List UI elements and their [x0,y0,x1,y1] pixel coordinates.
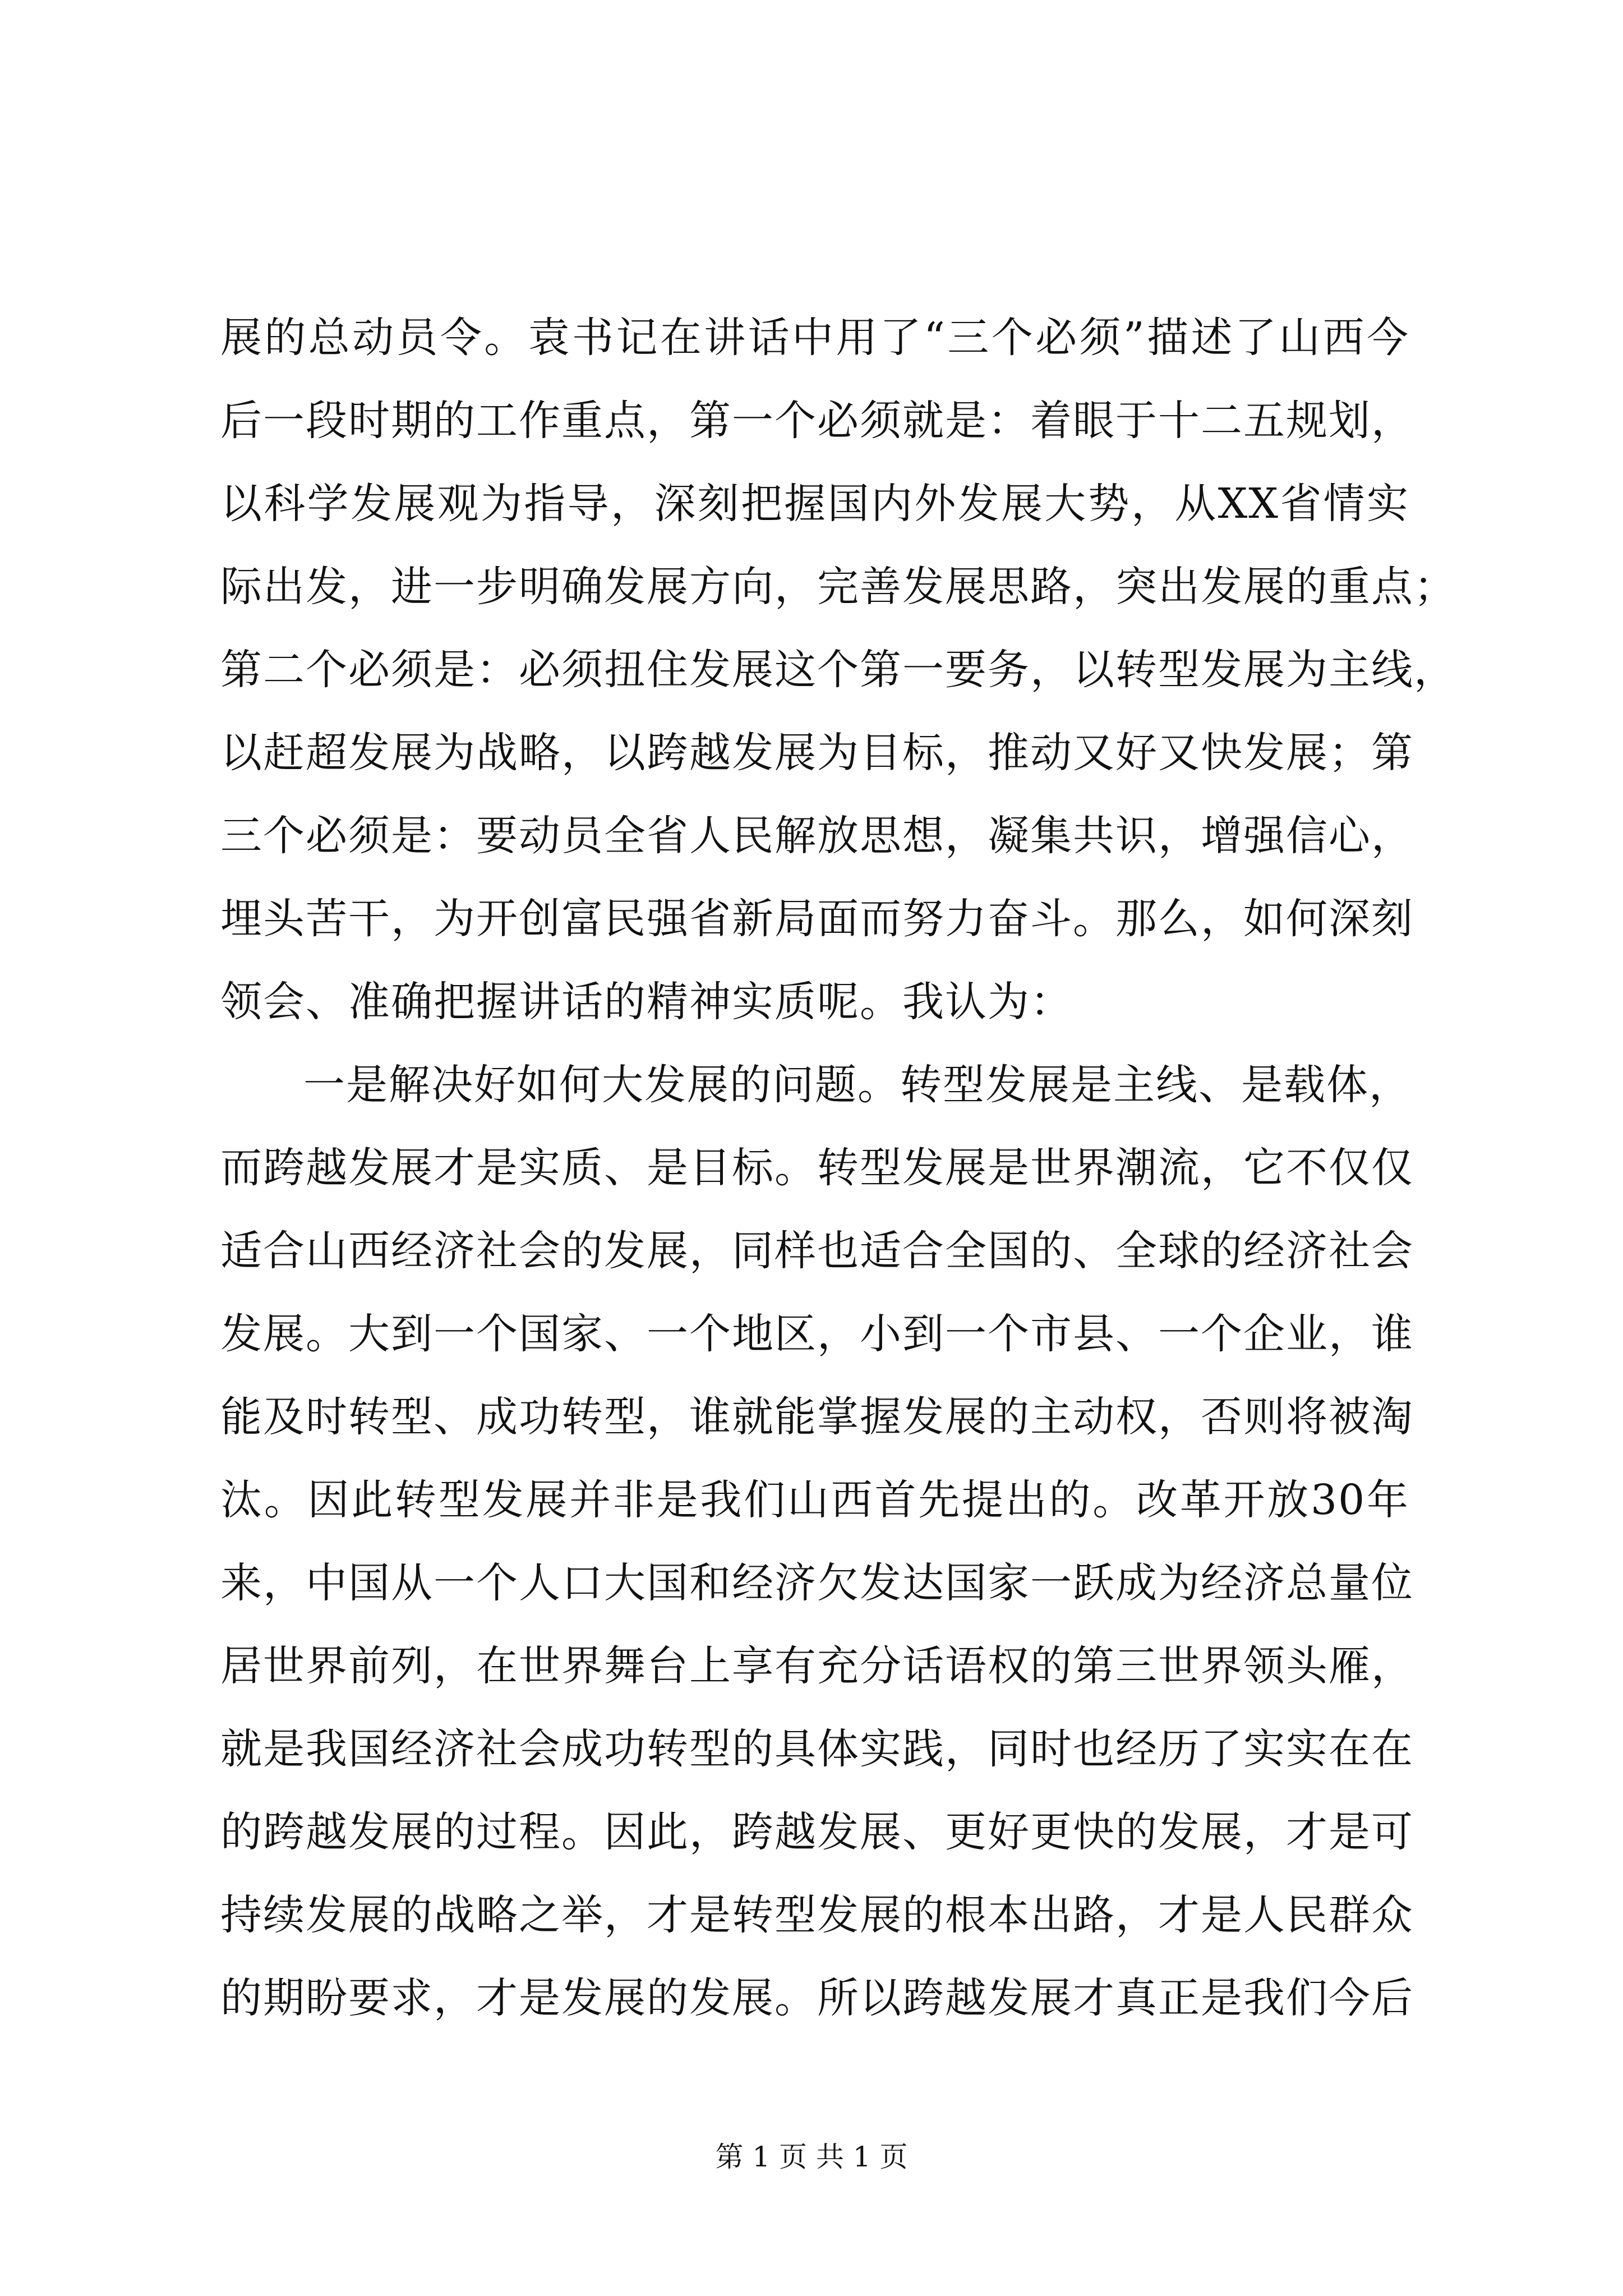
text-line: 来，中国从一个人口大国和经济欠发达国家一跃成为经济总量位 [220,1559,1414,1607]
page-footer: 第 1 页 共 1 页 [715,2141,908,2173]
text-line: 埋头苦干，为开创富民强省新局面而努力奋斗。那么，如何深刻 [220,895,1414,943]
text-line: 第二个必须是：必须扭住发展这个第一要务，以转型发展为主线， [220,646,1456,694]
text-line: 居世界前列，在世界舞台上享有充分话语权的第三世界领头雁， [220,1642,1414,1690]
text-line: 而跨越发展才是实质、是目标。转型发展是世界潮流，它不仅仅 [220,1144,1414,1192]
text-line: 持续发展的战略之举，才是转型发展的根本出路，才是人民群众 [220,1891,1414,1939]
text-line: 展的总动员令。袁书记在讲话中用了“三个必须”描述了山西今 [220,314,1409,362]
text-line: 领会、准确把握讲话的精神实质呢。我认为： [220,978,1073,1026]
text-line: 际出发，进一步明确发展方向，完善发展思路，突出发展的重点； [220,563,1456,611]
text-line: 适合山西经济社会的发展，同样也适合全国的、全球的经济社会 [220,1227,1414,1275]
text-line: 以科学发展观为指导，深刻把握国内外发展大势，从XX省情实 [220,480,1409,528]
text-line: 的期盼要求，才是发展的发展。所以跨越发展才真正是我们今后 [220,1974,1414,2022]
text-line: 能及时转型、成功转型，谁就能掌握发展的主动权，否则将被淘 [220,1393,1414,1441]
text-line: 汰。因此转型发展并非是我们山西首先提出的。改革开放30年 [220,1476,1409,1524]
paragraph-first-line: 一是解决好如何大发展的问题。转型发展是主线、是载体， [303,1061,1412,1109]
text-line: 发展。大到一个国家、一个地区，小到一个市县、一个企业，谁 [220,1310,1414,1358]
text-line: 后一段时期的工作重点，第一个必须就是：着眼于十二五规划， [220,397,1414,445]
text-line: 以赶超发展为战略，以跨越发展为目标，推动又好又快发展；第 [220,729,1414,777]
document-body [220,296,1456,2040]
text-line: 三个必须是：要动员全省人民解放思想，凝集共识，增强信心， [220,812,1414,860]
text-line: 就是我国经济社会成功转型的具体实践，同时也经历了实实在在 [220,1725,1414,1773]
text-line: 的跨越发展的过程。因此，跨越发展、更好更快的发展，才是可 [220,1808,1414,1856]
